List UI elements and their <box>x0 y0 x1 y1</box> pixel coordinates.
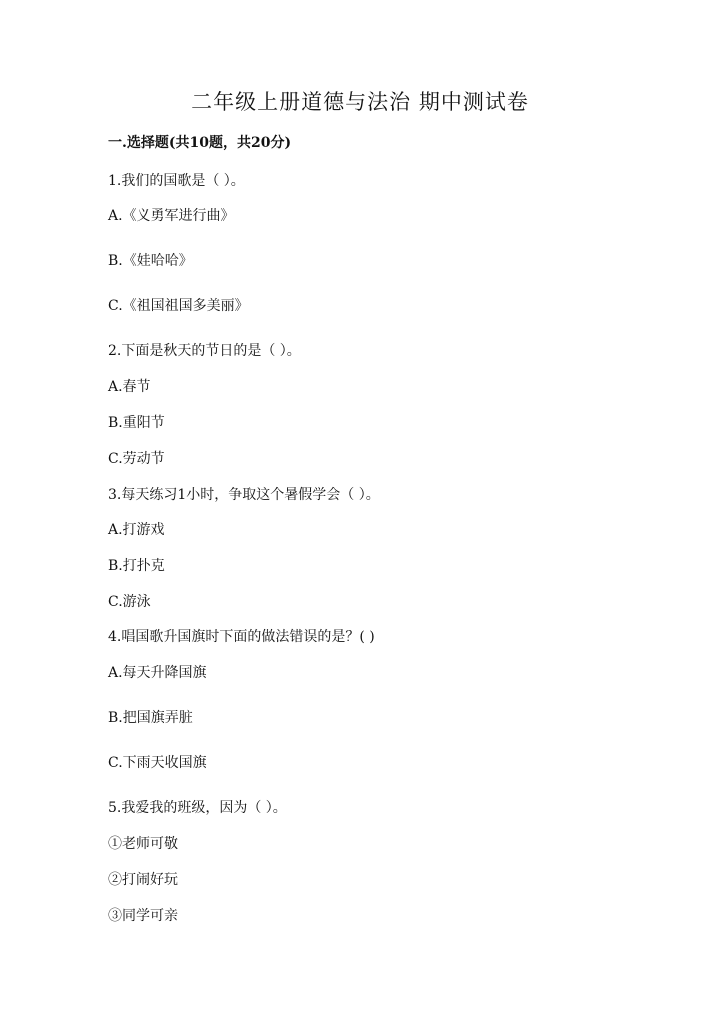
question-5-option-1: ①老师可敬 <box>108 836 178 852</box>
question-5-option-3: ③同学可亲 <box>108 908 178 924</box>
question-4-option-a: A.每天升降国旗 <box>108 665 207 681</box>
question-3-option-c: C.游泳 <box>108 594 151 610</box>
question-2-stem: 2.下面是秋天的节日的是（ ）。 <box>108 343 301 359</box>
question-4-stem: 4.唱国歌升国旗时下面的做法错误的是？( ) <box>108 629 375 645</box>
question-1-option-c: C.《祖国祖国多美丽》 <box>108 298 249 314</box>
exam-title: 二年级上册道德与法治 期中测试卷 <box>191 90 529 114</box>
question-1-option-a: A.《义勇军进行曲》 <box>108 208 235 224</box>
question-2-option-a: A.春节 <box>108 379 151 395</box>
question-3-option-a: A.打游戏 <box>108 522 165 538</box>
question-5-stem: 5.我爱我的班级，因为（ ）。 <box>108 800 287 816</box>
question-2-option-c: C.劳动节 <box>108 451 165 467</box>
question-5-option-2: ②打闹好玩 <box>108 872 178 888</box>
question-3-option-b: B.打扑克 <box>108 558 165 574</box>
question-1-stem: 1.我们的国歌是（ ）。 <box>108 173 245 189</box>
section-heading: 一.选择题(共10题，共20分) <box>108 135 292 151</box>
question-2-option-b: B.重阳节 <box>108 415 165 431</box>
question-3-stem: 3.每天练习1小时，争取这个暑假学会（ ）。 <box>108 487 380 503</box>
question-4-option-c: C.下雨天收国旗 <box>108 755 207 771</box>
question-4-option-b: B.把国旗弄脏 <box>108 710 193 726</box>
question-1-option-b: B.《娃哈哈》 <box>108 253 193 269</box>
